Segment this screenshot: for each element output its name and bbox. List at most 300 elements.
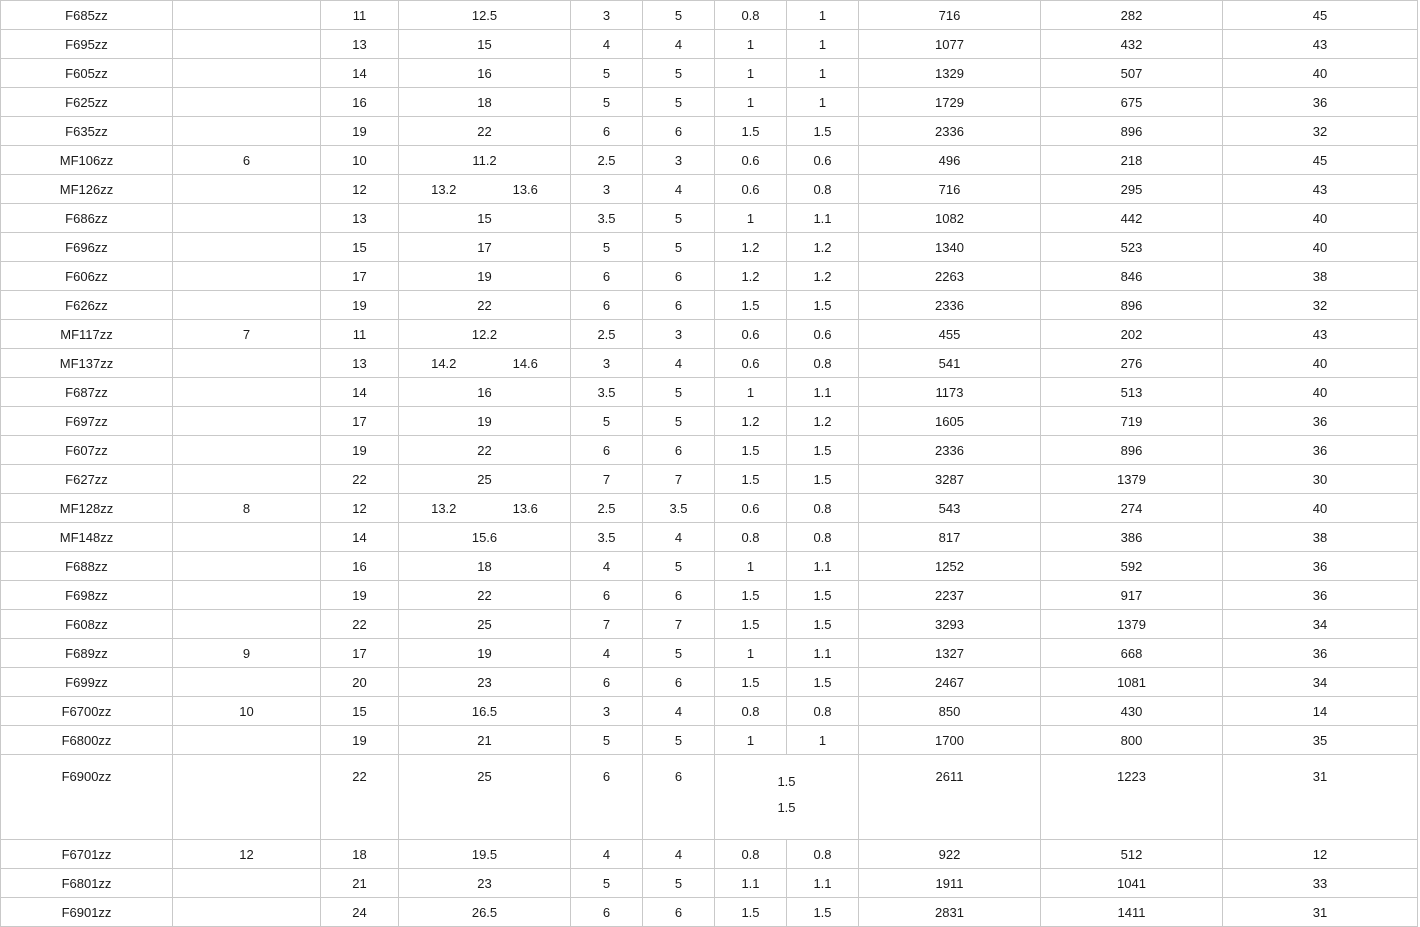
cell-chamfer-r1: 1.5 — [715, 668, 787, 697]
cell-chamfer-r1: 1.1 — [715, 869, 787, 898]
cell-chamfer-r2: 1.1 — [787, 204, 859, 233]
cell-limiting-speed: 40 — [1223, 349, 1418, 378]
cell-chamfer-r2: 1.2 — [787, 407, 859, 436]
cell-width-c: 5 — [643, 233, 715, 262]
cell-designation: F607zz — [1, 436, 173, 465]
cell-designation: F697zz — [1, 407, 173, 436]
cell-width-c: 5 — [643, 869, 715, 898]
cell-chamfer-r2: 1.5 — [787, 291, 859, 320]
cell-dynamic-load: 716 — [859, 175, 1041, 204]
cell-outer-diameter: 11.2 — [399, 146, 571, 175]
table-row — [1, 59, 1418, 88]
cell-designation: F696zz — [1, 233, 173, 262]
cell-designation: MF117zz — [1, 320, 173, 349]
table-body — [1, 1, 1418, 927]
cell-chamfer-r2: 1.5 — [787, 668, 859, 697]
cell-width-c: 4 — [643, 30, 715, 59]
table-row — [1, 436, 1418, 465]
cell-chamfer-r1: 1.2 — [715, 407, 787, 436]
cell-chamfer-r1: 0.6 — [715, 175, 787, 204]
cell-chamfer-r1: 0.6 — [715, 349, 787, 378]
cell-bore-group — [173, 378, 321, 407]
cell-bore-group — [173, 869, 321, 898]
outer-diameter-value: 13.6 — [512, 500, 538, 516]
cell-width-c: 6 — [643, 262, 715, 291]
cell-limiting-speed: 31 — [1223, 898, 1418, 927]
cell-chamfer-r2: 1 — [787, 1, 859, 30]
cell-bore-group — [173, 88, 321, 117]
cell-designation: MF128zz — [1, 494, 173, 523]
cell-bore-group — [173, 262, 321, 291]
cell-inner-diameter: 14 — [321, 59, 399, 88]
cell-chamfer-r1: 1.5 — [715, 898, 787, 927]
cell-width-b: 2.5 — [571, 146, 643, 175]
cell-limiting-speed: 36 — [1223, 639, 1418, 668]
table-row — [1, 378, 1418, 407]
cell-chamfer-r2: 0.6 — [787, 320, 859, 349]
cell-dynamic-load: 1077 — [859, 30, 1041, 59]
cell-designation: F6901zz — [1, 898, 173, 927]
cell-static-load: 1411 — [1041, 898, 1223, 927]
cell-chamfer-r2: 0.8 — [787, 349, 859, 378]
cell-width-c: 6 — [643, 898, 715, 927]
cell-limiting-speed: 36 — [1223, 552, 1418, 581]
cell-static-load: 800 — [1041, 726, 1223, 755]
cell-dynamic-load: 1329 — [859, 59, 1041, 88]
table-row — [1, 869, 1418, 898]
cell-width-b: 5 — [571, 88, 643, 117]
table-row — [1, 610, 1418, 639]
cell-inner-diameter: 12 — [321, 175, 399, 204]
cell-dynamic-load: 541 — [859, 349, 1041, 378]
cell-width-c: 6 — [643, 755, 715, 840]
cell-outer-diameter: 16.5 — [399, 697, 571, 726]
table-row — [1, 840, 1418, 869]
cell-width-b: 4 — [571, 552, 643, 581]
cell-chamfer-r2: 0.8 — [787, 523, 859, 552]
cell-inner-diameter: 18 — [321, 840, 399, 869]
cell-limiting-speed: 14 — [1223, 697, 1418, 726]
chamfer-value: 1.5 — [777, 774, 796, 789]
cell-width-c: 3 — [643, 146, 715, 175]
cell-dynamic-load: 2831 — [859, 898, 1041, 927]
cell-designation: F688zz — [1, 552, 173, 581]
cell-static-load: 896 — [1041, 436, 1223, 465]
cell-outer-diameter: 17 — [399, 233, 571, 262]
cell-width-c: 5 — [643, 407, 715, 436]
cell-bore-group: 12 — [173, 840, 321, 869]
cell-chamfer-r1: 1 — [715, 726, 787, 755]
cell-chamfer-r2: 1 — [787, 88, 859, 117]
cell-designation: F686zz — [1, 204, 173, 233]
cell-inner-diameter: 19 — [321, 581, 399, 610]
cell-chamfer-r1: 0.8 — [715, 697, 787, 726]
cell-limiting-speed: 45 — [1223, 1, 1418, 30]
outer-diameter-value: 13.6 — [512, 181, 538, 197]
cell-bore-group: 7 — [173, 320, 321, 349]
outer-diameter-value: 13.2 — [431, 181, 457, 197]
cell-chamfer-r2: 1.5 — [787, 898, 859, 927]
cell-bore-group — [173, 436, 321, 465]
cell-chamfer-r1: 0.6 — [715, 494, 787, 523]
cell-static-load: 1081 — [1041, 668, 1223, 697]
cell-bore-group — [173, 233, 321, 262]
outer-diameter-value: 14.2 — [431, 355, 457, 371]
cell-width-c: 6 — [643, 436, 715, 465]
cell-bore-group: 9 — [173, 639, 321, 668]
cell-static-load: 295 — [1041, 175, 1223, 204]
table-row — [1, 523, 1418, 552]
cell-chamfer-r1: 1 — [715, 552, 787, 581]
cell-width-c: 3.5 — [643, 494, 715, 523]
cell-limiting-speed: 43 — [1223, 30, 1418, 59]
cell-chamfer-r1: 1.2 — [715, 262, 787, 291]
cell-width-c: 4 — [643, 840, 715, 869]
cell-dynamic-load: 817 — [859, 523, 1041, 552]
cell-inner-diameter: 17 — [321, 262, 399, 291]
cell-outer-diameter: 19.5 — [399, 840, 571, 869]
cell-outer-diameter — [399, 494, 571, 523]
table-row — [1, 30, 1418, 59]
cell-limiting-speed: 43 — [1223, 320, 1418, 349]
cell-limiting-speed: 31 — [1223, 755, 1418, 840]
cell-width-b: 2.5 — [571, 494, 643, 523]
cell-outer-diameter: 26.5 — [399, 898, 571, 927]
cell-chamfer-r1: 1.5 — [715, 117, 787, 146]
cell-inner-diameter: 14 — [321, 378, 399, 407]
cell-chamfer-r2: 1.5 — [787, 610, 859, 639]
cell-chamfer-r1: 1 — [715, 204, 787, 233]
cell-inner-diameter: 14 — [321, 523, 399, 552]
cell-static-load: 592 — [1041, 552, 1223, 581]
cell-bore-group — [173, 465, 321, 494]
cell-dynamic-load: 2336 — [859, 436, 1041, 465]
cell-designation: MF126zz — [1, 175, 173, 204]
cell-chamfer-r1: 1 — [715, 378, 787, 407]
cell-dynamic-load: 3287 — [859, 465, 1041, 494]
cell-width-b: 6 — [571, 668, 643, 697]
cell-limiting-speed: 40 — [1223, 59, 1418, 88]
cell-static-load: 202 — [1041, 320, 1223, 349]
cell-bore-group — [173, 523, 321, 552]
cell-inner-diameter: 11 — [321, 1, 399, 30]
cell-width-b: 4 — [571, 30, 643, 59]
cell-chamfer-r2: 1.5 — [787, 436, 859, 465]
cell-chamfer-r2: 1.2 — [787, 262, 859, 291]
cell-inner-diameter: 12 — [321, 494, 399, 523]
cell-chamfer-r1: 1.5 — [715, 581, 787, 610]
cell-chamfer-r1: 1.5 — [715, 291, 787, 320]
cell-designation: F699zz — [1, 668, 173, 697]
cell-designation: F695zz — [1, 30, 173, 59]
cell-dynamic-load: 1729 — [859, 88, 1041, 117]
cell-static-load: 846 — [1041, 262, 1223, 291]
cell-outer-diameter: 22 — [399, 117, 571, 146]
cell-width-c: 5 — [643, 378, 715, 407]
table-row — [1, 204, 1418, 233]
cell-designation: F6700zz — [1, 697, 173, 726]
cell-inner-diameter: 13 — [321, 204, 399, 233]
cell-outer-diameter: 21 — [399, 726, 571, 755]
cell-bore-group: 6 — [173, 146, 321, 175]
cell-bore-group — [173, 407, 321, 436]
table-row — [1, 1, 1418, 30]
cell-outer-diameter: 18 — [399, 88, 571, 117]
cell-outer-diameter: 15 — [399, 204, 571, 233]
cell-outer-diameter — [399, 349, 571, 378]
cell-designation: F6800zz — [1, 726, 173, 755]
cell-chamfer-r1: 0.6 — [715, 146, 787, 175]
cell-chamfer-r2: 0.8 — [787, 697, 859, 726]
cell-dynamic-load: 2467 — [859, 668, 1041, 697]
cell-outer-diameter: 23 — [399, 869, 571, 898]
cell-dynamic-load: 2336 — [859, 291, 1041, 320]
table-row — [1, 726, 1418, 755]
cell-static-load: 442 — [1041, 204, 1223, 233]
cell-limiting-speed: 36 — [1223, 88, 1418, 117]
cell-limiting-speed: 30 — [1223, 465, 1418, 494]
cell-width-c: 6 — [643, 581, 715, 610]
cell-static-load: 1379 — [1041, 465, 1223, 494]
cell-limiting-speed: 35 — [1223, 726, 1418, 755]
cell-width-c: 5 — [643, 59, 715, 88]
cell-chamfer-r2: 1 — [787, 30, 859, 59]
cell-limiting-speed: 12 — [1223, 840, 1418, 869]
cell-width-c: 6 — [643, 117, 715, 146]
cell-width-c: 6 — [643, 668, 715, 697]
cell-width-b: 3 — [571, 697, 643, 726]
outer-diameter-range — [403, 501, 566, 516]
cell-bore-group — [173, 30, 321, 59]
cell-outer-diameter: 19 — [399, 407, 571, 436]
cell-designation: F687zz — [1, 378, 173, 407]
cell-designation: F6801zz — [1, 869, 173, 898]
cell-dynamic-load: 2336 — [859, 117, 1041, 146]
cell-bore-group — [173, 726, 321, 755]
outer-diameter-value: 14.6 — [512, 355, 538, 371]
table-row — [1, 898, 1418, 927]
cell-chamfer-r1: 1.5 — [715, 436, 787, 465]
table-row — [1, 581, 1418, 610]
outer-diameter-value: 13.2 — [431, 500, 457, 516]
cell-outer-diameter: 19 — [399, 262, 571, 291]
cell-chamfer-r2: 1.1 — [787, 869, 859, 898]
cell-width-b: 5 — [571, 726, 643, 755]
table-row — [1, 320, 1418, 349]
cell-chamfer-r1: 1.2 — [715, 233, 787, 262]
cell-dynamic-load: 1911 — [859, 869, 1041, 898]
cell-width-b: 2.5 — [571, 320, 643, 349]
table-row — [1, 117, 1418, 146]
cell-static-load: 276 — [1041, 349, 1223, 378]
cell-designation: F626zz — [1, 291, 173, 320]
cell-dynamic-load: 1327 — [859, 639, 1041, 668]
cell-inner-diameter: 15 — [321, 233, 399, 262]
cell-chamfer-r1: 1 — [715, 639, 787, 668]
cell-inner-diameter: 15 — [321, 697, 399, 726]
cell-static-load: 386 — [1041, 523, 1223, 552]
table-row — [1, 146, 1418, 175]
cell-outer-diameter: 22 — [399, 581, 571, 610]
cell-inner-diameter: 19 — [321, 117, 399, 146]
table-row — [1, 262, 1418, 291]
cell-static-load: 274 — [1041, 494, 1223, 523]
cell-limiting-speed: 34 — [1223, 610, 1418, 639]
outer-diameter-range — [403, 356, 566, 371]
cell-limiting-speed: 34 — [1223, 668, 1418, 697]
cell-width-b: 3 — [571, 1, 643, 30]
table-row — [1, 668, 1418, 697]
table-row — [1, 494, 1418, 523]
table-row — [1, 88, 1418, 117]
cell-limiting-speed: 36 — [1223, 581, 1418, 610]
cell-bore-group — [173, 1, 321, 30]
cell-inner-diameter: 16 — [321, 88, 399, 117]
cell-width-b: 3 — [571, 349, 643, 378]
cell-static-load: 675 — [1041, 88, 1223, 117]
cell-width-c: 5 — [643, 726, 715, 755]
cell-outer-diameter — [399, 175, 571, 204]
cell-width-c: 4 — [643, 697, 715, 726]
cell-width-b: 6 — [571, 581, 643, 610]
cell-chamfer-r2: 1 — [787, 59, 859, 88]
cell-limiting-speed: 40 — [1223, 378, 1418, 407]
cell-outer-diameter: 18 — [399, 552, 571, 581]
cell-limiting-speed: 43 — [1223, 175, 1418, 204]
cell-chamfer-r1: 1.5 — [715, 610, 787, 639]
cell-inner-diameter: 21 — [321, 869, 399, 898]
cell-chamfer-r1: 1 — [715, 59, 787, 88]
cell-bore-group — [173, 610, 321, 639]
cell-designation: F6701zz — [1, 840, 173, 869]
cell-dynamic-load: 922 — [859, 840, 1041, 869]
cell-outer-diameter: 25 — [399, 465, 571, 494]
cell-bore-group — [173, 898, 321, 927]
cell-bore-group — [173, 117, 321, 146]
cell-limiting-speed: 40 — [1223, 494, 1418, 523]
cell-bore-group — [173, 581, 321, 610]
cell-width-b: 6 — [571, 117, 643, 146]
cell-limiting-speed: 38 — [1223, 262, 1418, 291]
cell-dynamic-load: 2263 — [859, 262, 1041, 291]
cell-designation: MF148zz — [1, 523, 173, 552]
cell-limiting-speed: 40 — [1223, 204, 1418, 233]
cell-designation: MF137zz — [1, 349, 173, 378]
cell-chamfer-r2: 1.1 — [787, 552, 859, 581]
cell-designation: F625zz — [1, 88, 173, 117]
cell-width-b: 6 — [571, 291, 643, 320]
cell-width-c: 5 — [643, 639, 715, 668]
table-row — [1, 465, 1418, 494]
outer-diameter-range — [403, 182, 566, 197]
cell-chamfer-r2: 1.5 — [787, 117, 859, 146]
cell-designation: F605zz — [1, 59, 173, 88]
cell-static-load: 668 — [1041, 639, 1223, 668]
cell-width-c: 4 — [643, 175, 715, 204]
cell-chamfer-r2: 1.5 — [787, 581, 859, 610]
cell-outer-diameter: 23 — [399, 668, 571, 697]
chamfer-value: 1.5 — [777, 800, 796, 815]
cell-limiting-speed: 38 — [1223, 523, 1418, 552]
cell-outer-diameter: 12.2 — [399, 320, 571, 349]
cell-dynamic-load: 850 — [859, 697, 1041, 726]
cell-dynamic-load: 455 — [859, 320, 1041, 349]
cell-designation: F685zz — [1, 1, 173, 30]
cell-static-load: 896 — [1041, 117, 1223, 146]
cell-outer-diameter: 25 — [399, 610, 571, 639]
cell-chamfer-r1: 1 — [715, 30, 787, 59]
cell-inner-diameter: 22 — [321, 755, 399, 840]
cell-chamfer-r2: 1.2 — [787, 233, 859, 262]
cell-inner-diameter: 19 — [321, 291, 399, 320]
cell-width-c: 5 — [643, 204, 715, 233]
table-row — [1, 233, 1418, 262]
cell-width-b: 4 — [571, 840, 643, 869]
cell-static-load: 1223 — [1041, 755, 1223, 840]
cell-width-b: 3.5 — [571, 204, 643, 233]
cell-width-b: 7 — [571, 465, 643, 494]
cell-width-c: 3 — [643, 320, 715, 349]
cell-bore-group — [173, 668, 321, 697]
cell-inner-diameter: 16 — [321, 552, 399, 581]
cell-width-c: 4 — [643, 523, 715, 552]
cell-static-load: 1041 — [1041, 869, 1223, 898]
cell-bore-group — [173, 349, 321, 378]
cell-chamfer-r2: 0.8 — [787, 175, 859, 204]
cell-chamfer-r1: 0.8 — [715, 840, 787, 869]
cell-outer-diameter: 15.6 — [399, 523, 571, 552]
cell-chamfer-r2: 1.1 — [787, 639, 859, 668]
cell-outer-diameter: 19 — [399, 639, 571, 668]
cell-width-c: 7 — [643, 465, 715, 494]
cell-width-b: 4 — [571, 639, 643, 668]
cell-outer-diameter: 16 — [399, 378, 571, 407]
cell-width-c: 7 — [643, 610, 715, 639]
cell-dynamic-load: 543 — [859, 494, 1041, 523]
table-row — [1, 697, 1418, 726]
cell-inner-diameter: 10 — [321, 146, 399, 175]
cell-outer-diameter: 12.5 — [399, 1, 571, 30]
cell-designation: F689zz — [1, 639, 173, 668]
cell-width-b: 3 — [571, 175, 643, 204]
cell-dynamic-load: 2611 — [859, 755, 1041, 840]
cell-dynamic-load: 1173 — [859, 378, 1041, 407]
cell-limiting-speed: 36 — [1223, 407, 1418, 436]
cell-bore-group — [173, 552, 321, 581]
cell-chamfer-merged — [715, 755, 859, 840]
cell-dynamic-load: 716 — [859, 1, 1041, 30]
cell-limiting-speed: 33 — [1223, 869, 1418, 898]
cell-designation: F635zz — [1, 117, 173, 146]
cell-designation: F698zz — [1, 581, 173, 610]
cell-static-load: 719 — [1041, 407, 1223, 436]
cell-static-load: 430 — [1041, 697, 1223, 726]
cell-limiting-speed: 32 — [1223, 291, 1418, 320]
cell-limiting-speed: 32 — [1223, 117, 1418, 146]
cell-inner-diameter: 17 — [321, 407, 399, 436]
cell-width-b: 5 — [571, 869, 643, 898]
cell-static-load: 282 — [1041, 1, 1223, 30]
cell-static-load: 896 — [1041, 291, 1223, 320]
cell-chamfer-r1: 0.6 — [715, 320, 787, 349]
cell-outer-diameter: 25 — [399, 755, 571, 840]
cell-chamfer-r1: 1 — [715, 88, 787, 117]
cell-width-b: 5 — [571, 59, 643, 88]
cell-chamfer-r1: 1.5 — [715, 465, 787, 494]
cell-width-b: 6 — [571, 262, 643, 291]
cell-inner-diameter: 24 — [321, 898, 399, 927]
cell-chamfer-r2: 1 — [787, 726, 859, 755]
